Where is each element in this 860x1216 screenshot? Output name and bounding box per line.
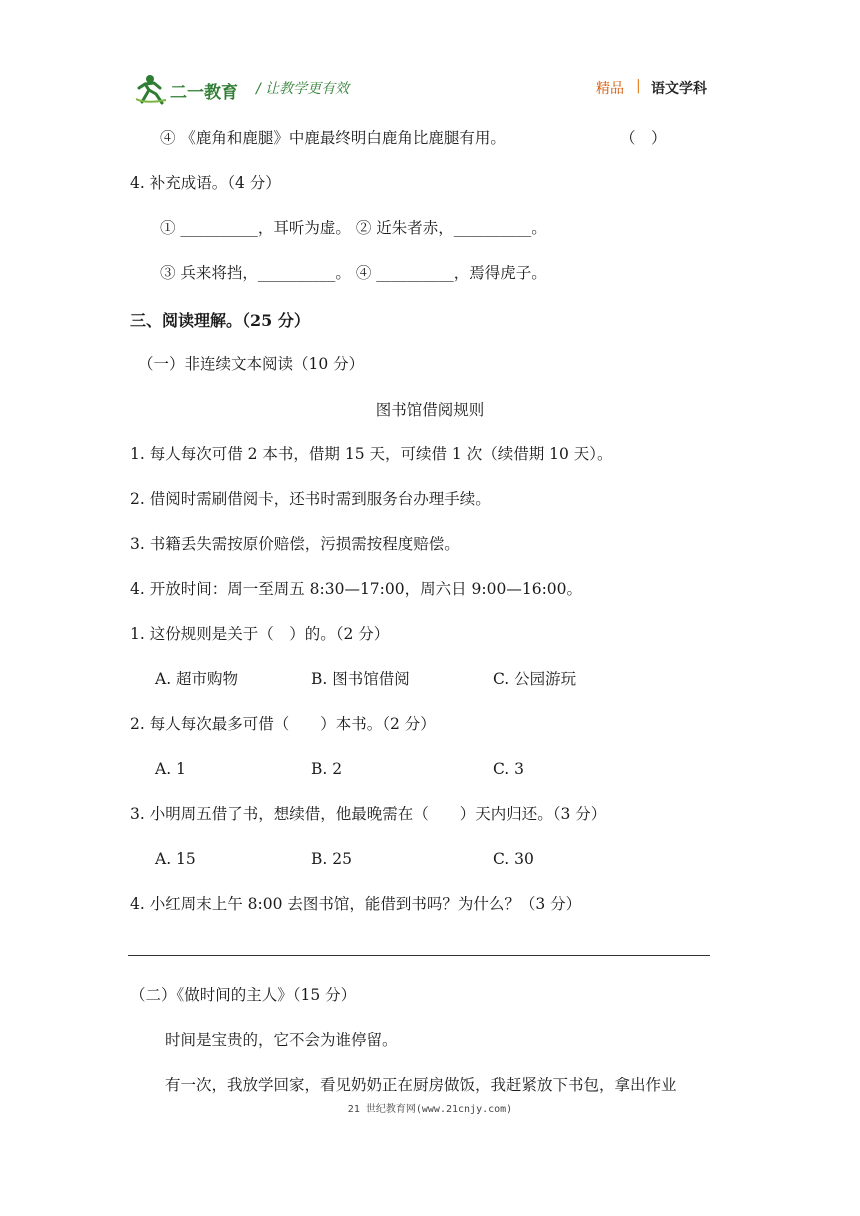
passage-paragraph: 时间是宝贵的，它不会为谁停留。 — [165, 1031, 398, 1049]
option-c: C. 30 — [493, 850, 534, 868]
q3-item-4: ④ 《鹿角和鹿腿》中鹿最终明白鹿角比鹿腿有用。 — [160, 129, 506, 147]
q4-title: 4. 补充成语。（4 分） — [130, 174, 281, 192]
idiom-line-2: ③ 兵来将挡，__________。 ④ __________，焉得虎子。 — [160, 264, 547, 282]
option-a: A. 15 — [155, 850, 196, 868]
answer-bracket: （ ） — [620, 129, 667, 147]
option-a: A. 1 — [155, 760, 186, 778]
footer-source: 21 世纪教育网(www.21cnjy.com) — [347, 1104, 513, 1115]
option-c: C. 公园游玩 — [493, 670, 577, 688]
slogan: / 让教学更有效 — [256, 81, 350, 97]
rule-item: 4. 开放时间：周一至周五 8:30—17:00，周六日 9:00—16:00。 — [130, 580, 583, 598]
option-b: B. 图书馆借阅 — [311, 670, 410, 688]
question-stem: 1. 这份规则是关于（ ）的。（2 分） — [130, 625, 390, 643]
logo-text: 二一教育 — [170, 83, 238, 103]
option-b: B. 25 — [311, 850, 352, 868]
answer-line — [128, 955, 710, 956]
header-separator: | — [636, 78, 641, 94]
option-b: B. 2 — [311, 760, 343, 778]
section-3-title: 三、阅读理解。（25 分） — [130, 311, 310, 330]
rule-item: 3. 书籍丢失需按原价赔偿，污损需按程度赔偿。 — [130, 535, 460, 553]
doc-title: 图书馆借阅规则 — [375, 401, 485, 419]
question-stem: 3. 小明周五借了书，想续借，他最晚需在（ ）天内归还。（3 分） — [130, 805, 607, 823]
option-a: A. 超市购物 — [155, 670, 239, 688]
rule-item: 2. 借阅时需刷借阅卡，还书时需到服务台办理手续。 — [130, 490, 491, 508]
question-stem: 4. 小红周末上午 8:00 去图书馆，能借到书吗？为什么？（3 分） — [130, 895, 582, 913]
part-1-title: （一）非连续文本阅读（10 分） — [138, 355, 365, 373]
part-2-title: （二）《做时间的主人》（15 分） — [130, 986, 357, 1004]
option-c: C. 3 — [493, 760, 525, 778]
subject-label: 语文学科 — [651, 81, 707, 97]
passage-paragraph: 有一次，我放学回家，看见奶奶正在厨房做饭，我赶紧放下书包，拿出作业 — [165, 1076, 677, 1094]
rule-item: 1. 每人每次可借 2 本书，借期 15 天，可续借 1 次（续借期 10 天）。 — [130, 445, 613, 463]
question-stem: 2. 每人每次最多可借（ ）本书。（2 分） — [130, 715, 436, 733]
jingpin-label: 精品 — [596, 81, 624, 97]
brand-logo — [136, 72, 256, 106]
idiom-line-1: ① __________，耳听为虚。 ② 近朱者赤，__________。 — [160, 219, 547, 237]
